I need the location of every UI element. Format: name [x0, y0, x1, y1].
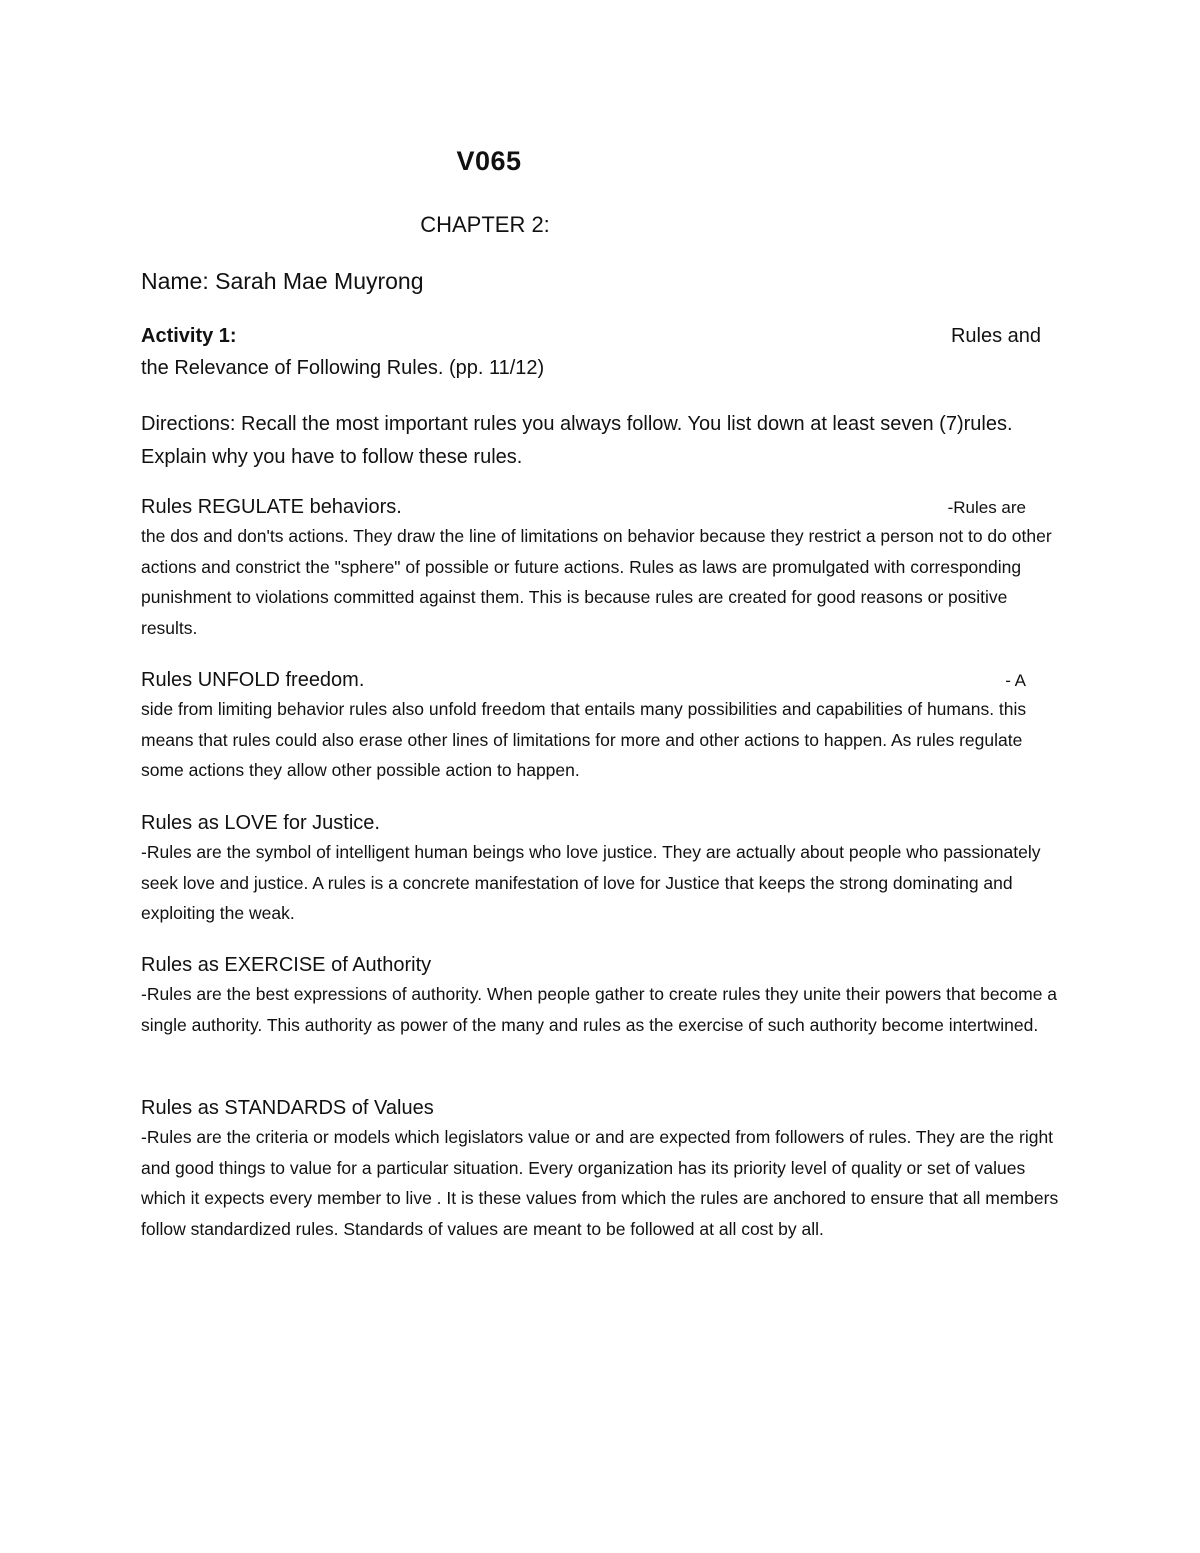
section-body: -Rules are the criteria or models which legislators value or and are expected from followers of rules. They are the right and good things to value for a particular situation. Every organization has its priority level of quality or set of values which it expects every member to live . It is these values from which the rules are anchored to ensure that all members follow standardized rules. Standards of values are meant to be followed at all cost by all. — [141, 1127, 1059, 1239]
section-heading: Rules as STANDARDS of Values — [141, 1097, 434, 1119]
section-body: -Rules are the symbol of intelligent human beings who love justice. They are actually about people who passionately seek love and justice. A rules is a concrete manifestation of love for Justice that keeps the strong dominating and exploiting the weak. — [141, 842, 1041, 923]
section-heading: Rules as LOVE for Justice. — [141, 812, 380, 834]
section-heading: Rules UNFOLD freedom. — [141, 669, 365, 691]
directions-text: Directions: Recall the most important rules you always follow. You list down at least seven (7)rules. Explain why you have to follow these rules. — [141, 413, 1013, 468]
section-heading-tail: - A — [1005, 671, 1026, 690]
section-heading-row — [141, 669, 1026, 692]
section-body: the dos and don'ts actions. They draw the line of limitations on behavior because they restrict a person not to do other actions and constrict the "sphere" of possible or future actions. Rules as laws are promulgated with corresponding punishment to violations committed against them. This is because rules are created for good reasons or positive results. — [141, 526, 1052, 638]
section-heading-row — [141, 954, 1026, 977]
activity-label: Activity 1: — [141, 325, 237, 347]
section-heading-row — [141, 1097, 1026, 1120]
section-heading-row — [141, 496, 1026, 519]
document-code: V065 — [456, 146, 522, 176]
section-heading: Rules as EXERCISE of Authority — [141, 954, 432, 976]
section-body: -Rules are the best expressions of authority. When people gather to create rules they unite their powers that become a single authority. This authority as power of the many and rules as the exercise of such authority become intertwined. — [141, 984, 1058, 1035]
section-unfold — [141, 669, 1066, 786]
section-exercise — [141, 954, 1066, 1040]
section-body: side from limiting behavior rules also unfold freedom that entails many possibilities and capabilities of humans. this means that rules could also erase other lines of limitations for more and other actions to happen. As rules regulate some actions they allow other possible action to happen. — [141, 699, 1027, 780]
activity-title-end: the Relevance of Following Rules. (pp. 11/12) — [141, 357, 545, 379]
section-heading-tail: -Rules are — [947, 498, 1026, 517]
section-heading: Rules REGULATE behaviors. — [141, 496, 402, 518]
student-name: Name: Sarah Mae Muyrong — [141, 268, 424, 294]
activity-heading-row — [141, 325, 1041, 348]
chapter-heading: CHAPTER 2: — [420, 212, 550, 237]
section-heading-row — [141, 812, 1026, 835]
section-regulate — [141, 496, 1066, 643]
section-standards — [141, 1097, 1066, 1244]
section-love — [141, 812, 1066, 929]
activity-title-start: Rules and — [950, 325, 1041, 347]
